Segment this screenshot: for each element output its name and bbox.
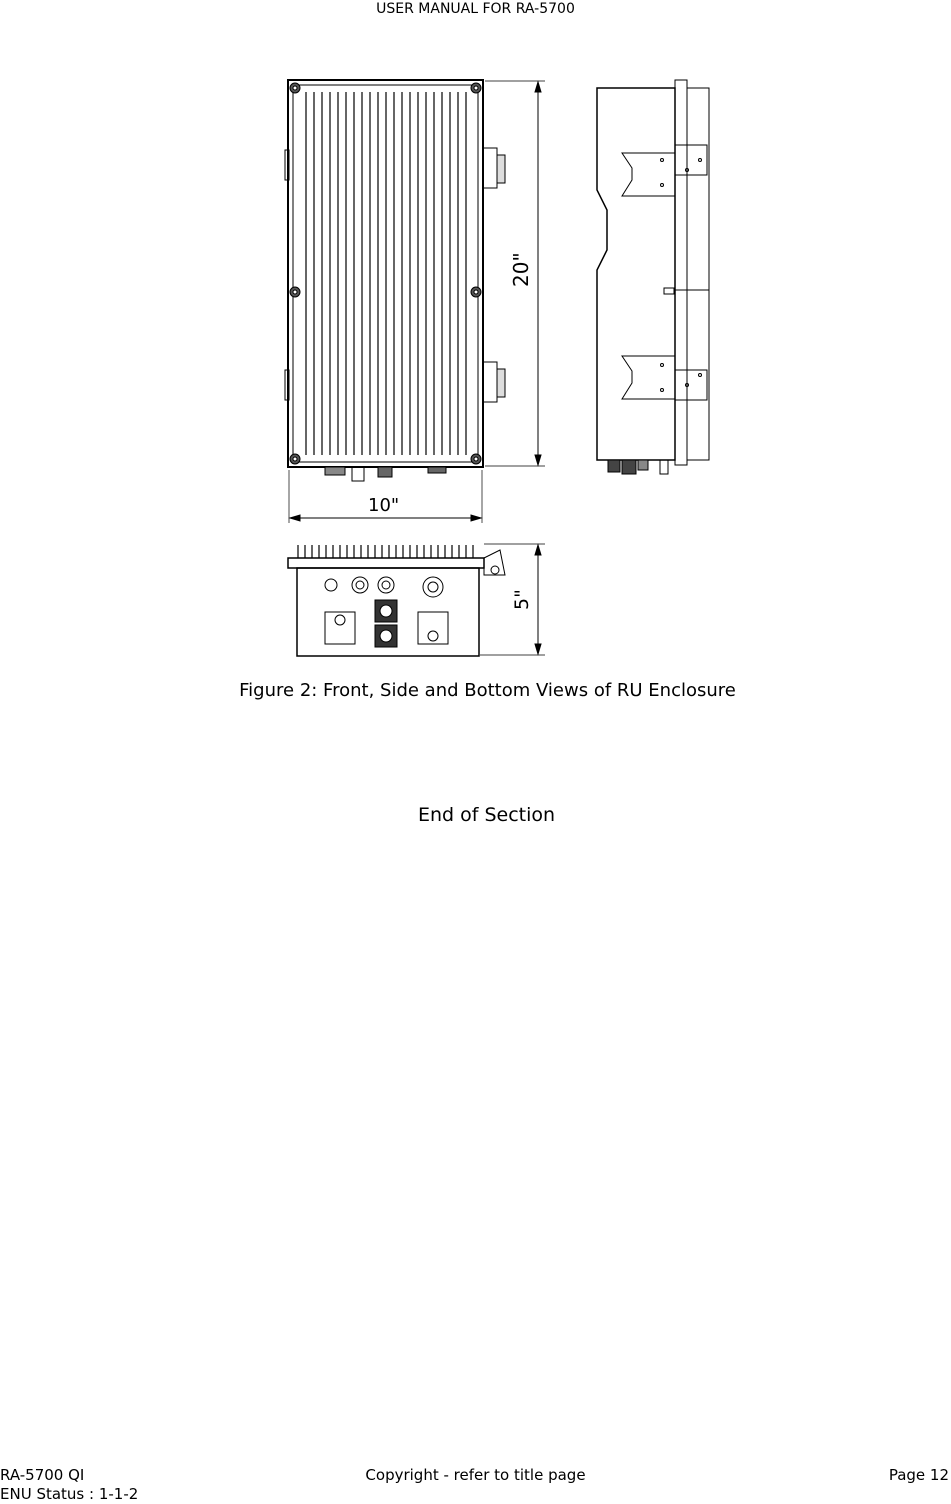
bottom-view xyxy=(288,545,505,656)
footer-status: ENU Status : 1-1-2 xyxy=(0,1485,139,1503)
footer-copyright: Copyright - refer to title page xyxy=(365,1466,586,1484)
dim-depth-label: 5" xyxy=(511,589,533,610)
enclosure-drawing xyxy=(0,0,951,670)
dim-height-label: 20" xyxy=(509,252,533,287)
page-header: USER MANUAL FOR RA-5700 xyxy=(376,1,575,17)
end-of-section: End of Section xyxy=(417,804,556,826)
side-view xyxy=(597,80,709,474)
footer-page-number: Page 12 xyxy=(888,1466,949,1484)
footer-doc-id: RA-5700 QI xyxy=(0,1466,85,1484)
front-view xyxy=(285,80,505,481)
dim-width-label: 10" xyxy=(368,495,400,516)
figure-caption: Figure 2: Front, Side and Bottom Views of RU Enclosure xyxy=(239,680,736,701)
